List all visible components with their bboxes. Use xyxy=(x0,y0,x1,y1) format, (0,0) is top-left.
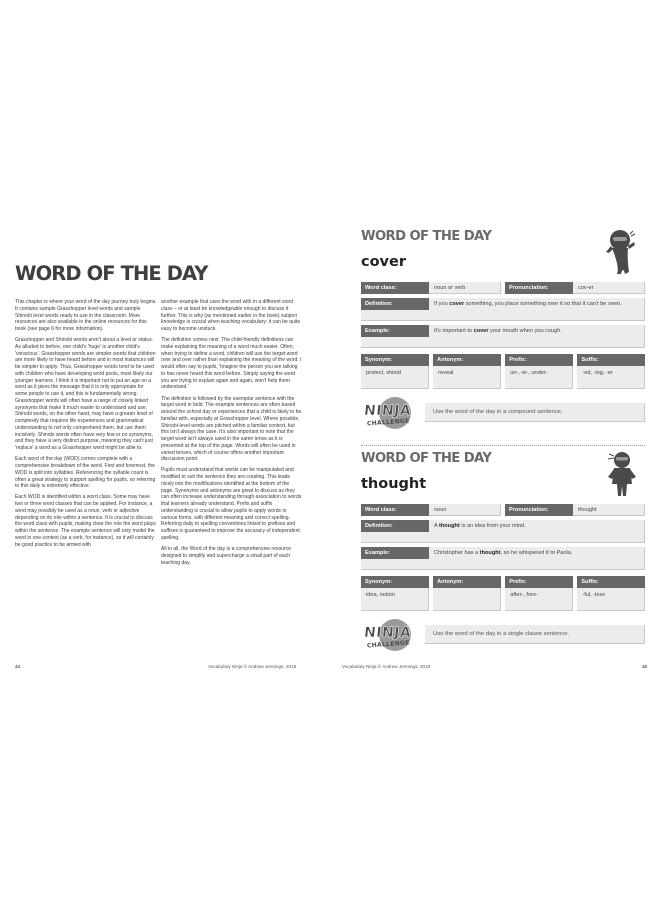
suffix-value: -ed, -ing, -er xyxy=(577,366,645,389)
word-card-thought xyxy=(361,450,645,653)
ninja-challenge-badge-icon: NINJA CHALLENGE xyxy=(361,397,427,433)
word-title: thought xyxy=(361,476,427,492)
definition-label: Definition: xyxy=(361,298,429,310)
card-divider xyxy=(361,445,645,446)
pronunciation-value: cov-er xyxy=(573,282,645,294)
suffix-box xyxy=(577,354,645,389)
pronunciation-value: thought xyxy=(573,504,645,516)
pronunciation-label: Pronunciation: xyxy=(505,504,573,516)
prefix-value: un-, re-, under- xyxy=(505,366,573,389)
challenge-text: Use the word of the day in a single clause sentence. xyxy=(425,625,645,644)
antonym-value xyxy=(433,588,501,611)
text-column-1 xyxy=(15,299,157,553)
ninja-jumping-icon xyxy=(605,228,639,278)
word-title: cover xyxy=(361,254,406,270)
word-card-cover xyxy=(361,228,645,431)
example-text: It's important to cover your mouth when you cough. xyxy=(434,328,562,334)
card-heading: WORD OF THE DAY xyxy=(361,229,492,244)
card-heading: WORD OF THE DAY xyxy=(361,451,492,466)
definition-text: If you cover something, you place something over it so that it can't be seen. xyxy=(434,301,622,307)
word-class-row xyxy=(361,504,645,516)
prefix-label: Prefix: xyxy=(505,354,573,366)
paragraph: The definition comes next. The child-friendly definitions can make explaining the meaning of a word much easier. Often, when trying to define a word, children will use the target word over and over rather than explaining the meaning of the word. I would often say to pupils, 'Imagine the person you are talking to has never heard this word before. Simply saying the word you are trying to explain again and again, won't help them understand.' xyxy=(161,337,302,391)
word-class-value: noun or verb xyxy=(429,282,501,294)
word-forms-row xyxy=(361,576,645,611)
prefix-label: Prefix: xyxy=(505,576,573,588)
word-class-label: Word class: xyxy=(361,282,429,294)
antonym-label: Antonym: xyxy=(433,354,501,366)
page-number: 45 xyxy=(642,664,648,669)
word-class-value: noun xyxy=(429,504,501,516)
paragraph: The definition is followed by the exemplar sentence with the target word in bold. The example sentences are often based around the school day or experiences that a child is likely to be familiar with, especially at Grasshopper level. Where possible, Shinobi-level words are pitched within a familiar context, but this isn't always the case. It's also important to note that the target word isn't always used in the same tense as it is presented at the top of the page. Words will often be used in varied tenses, which of course offers another important discussion point. xyxy=(161,395,302,463)
page-number: 44 xyxy=(15,664,21,669)
example-label: Example: xyxy=(361,325,429,337)
word-forms-row xyxy=(361,354,645,389)
paragraph: This chapter is where your word of the day journey truly begins. It contains sample Grasshopper level words and sample Shinobi level words ready to use in the classroom. More resources are also available in the online resources for this book (see page 6 for more information). xyxy=(15,299,157,332)
suffix-box xyxy=(577,576,645,611)
synonym-box xyxy=(361,576,429,611)
paragraph: Each word of the day (WOD) comes complete with a comprehensive breakdown of the word. First and foremost, the WOD is split into syllables. Referencing the syllable count is often a great strategy to support spelling for pupils, so referring to this daily is extremely effective. xyxy=(15,456,156,490)
example-row xyxy=(361,547,645,570)
synonym-label: Synonym: xyxy=(361,354,429,366)
page-title: WORD OF THE DAY xyxy=(15,262,208,285)
pronunciation-label: Pronunciation: xyxy=(505,282,573,294)
definition-text: A thought is an idea from your mind. xyxy=(434,523,526,529)
synonym-value: idea, notion xyxy=(361,588,429,611)
antonym-box xyxy=(433,576,501,611)
antonym-box xyxy=(433,354,501,389)
footer-credit: Vocabulary Ninja © Andrew Jennings, 2019 xyxy=(342,664,431,669)
right-page xyxy=(330,0,660,900)
synonym-box xyxy=(361,354,429,389)
paragraph: Pupils must understand that words can be manipulated and modified to suit the sentence they are creating. This leads nicely into the modifications identified at the bottom of the page. Synonyms and antonyms are great to discuss as they can often increase understanding through association to words that learners already understand. Prefix and suffix understanding is crucial to allow pupils to apply words in various forms, with different meaning and correct spelling. Referring daily to spelling conventions linked to prefixes and suffixes is guaranteed to improve the accuracy of independent spelling. xyxy=(161,467,302,541)
paragraph: Grasshopper and Shinobi words aren't about a level or status. As alluded to before, one child's 'huge' is another child's 'voracious'. Grasshopper words are simpler words that children are more likely to have heard before and in most instances will be simpler to apply. Thus, Grasshopper words tend to be used with children who have developing word pools, most likely our younger learners. I think it is important not to put an age on a word as it gives the message that it is only appropriate for some people to use it, and this is fundamentally wrong. Grasshopper words will often have a range of closely linked synonyms that make it much easier to understand and use. Shinobi words, on the other hand, may have a greater level of complexity that requires life experiences and grammatical understanding to not only comprehend them, but use them incisively. Shinobi words often have very few or no synonyms, and they have a very distinct purpose, meaning they can't just 'replace' a word as a Grasshopper word might be able to. xyxy=(15,337,156,452)
ninja-challenge-badge-icon: NINJA CHALLENGE xyxy=(361,619,427,655)
definition-row xyxy=(361,520,645,543)
example-label: Example: xyxy=(361,547,429,559)
suffix-label: Suffix: xyxy=(577,354,645,366)
antonym-label: Antonym: xyxy=(433,576,501,588)
word-class-label: Word class: xyxy=(361,504,429,516)
paragraph: All in all, the Word of the day is a comprehensive resource designed to simplify and supercharge a small part of each teaching day. xyxy=(161,546,292,566)
definition-label: Definition: xyxy=(361,520,429,532)
prefix-box xyxy=(505,354,573,389)
text-column-2 xyxy=(161,299,303,571)
ninja-challenge xyxy=(361,399,645,431)
synonym-label: Synonym: xyxy=(361,576,429,588)
example-row xyxy=(361,325,645,348)
paragraph: another example that uses the word with in a different word class – or at least be knowledgeable enough to discuss it further. This is why (as mentioned earlier in the book) subject knowledge is crucial when teaching vocabulary: it can be quite easy to become unstuck. xyxy=(161,299,301,332)
antonym-value: reveal xyxy=(433,366,501,389)
ninja-standing-icon xyxy=(605,450,639,500)
suffix-label: Suffix: xyxy=(577,576,645,588)
footer-credit: Vocabulary Ninja © Andrew Jennings, 2019 xyxy=(208,664,297,669)
paragraph: Each WOD is identified within a word class. Some may have two or three word classes that can be applied. For instance, a word may possibly be used as a noun, verb or adjective depending on its role within a sentence. It is crucial to discuss the word class with pupils, making clear the role the word plays within the sentence. The example sentence will only model the word in one context (as a verb, for instance), so it will certainly be good practice to be armed with xyxy=(15,494,156,548)
definition-row xyxy=(361,298,645,321)
word-class-row xyxy=(361,282,645,294)
example-text: Christopher has a thought, so he whispered it to Paola. xyxy=(434,550,573,556)
prefix-box xyxy=(505,576,573,611)
synonym-value: protect, shield xyxy=(361,366,429,389)
ninja-challenge xyxy=(361,621,645,653)
prefix-value: after-, fore- xyxy=(505,588,573,611)
challenge-text: Use the word of the day in a compound sentence. xyxy=(425,403,645,422)
suffix-value: -ful, -less xyxy=(577,588,645,611)
